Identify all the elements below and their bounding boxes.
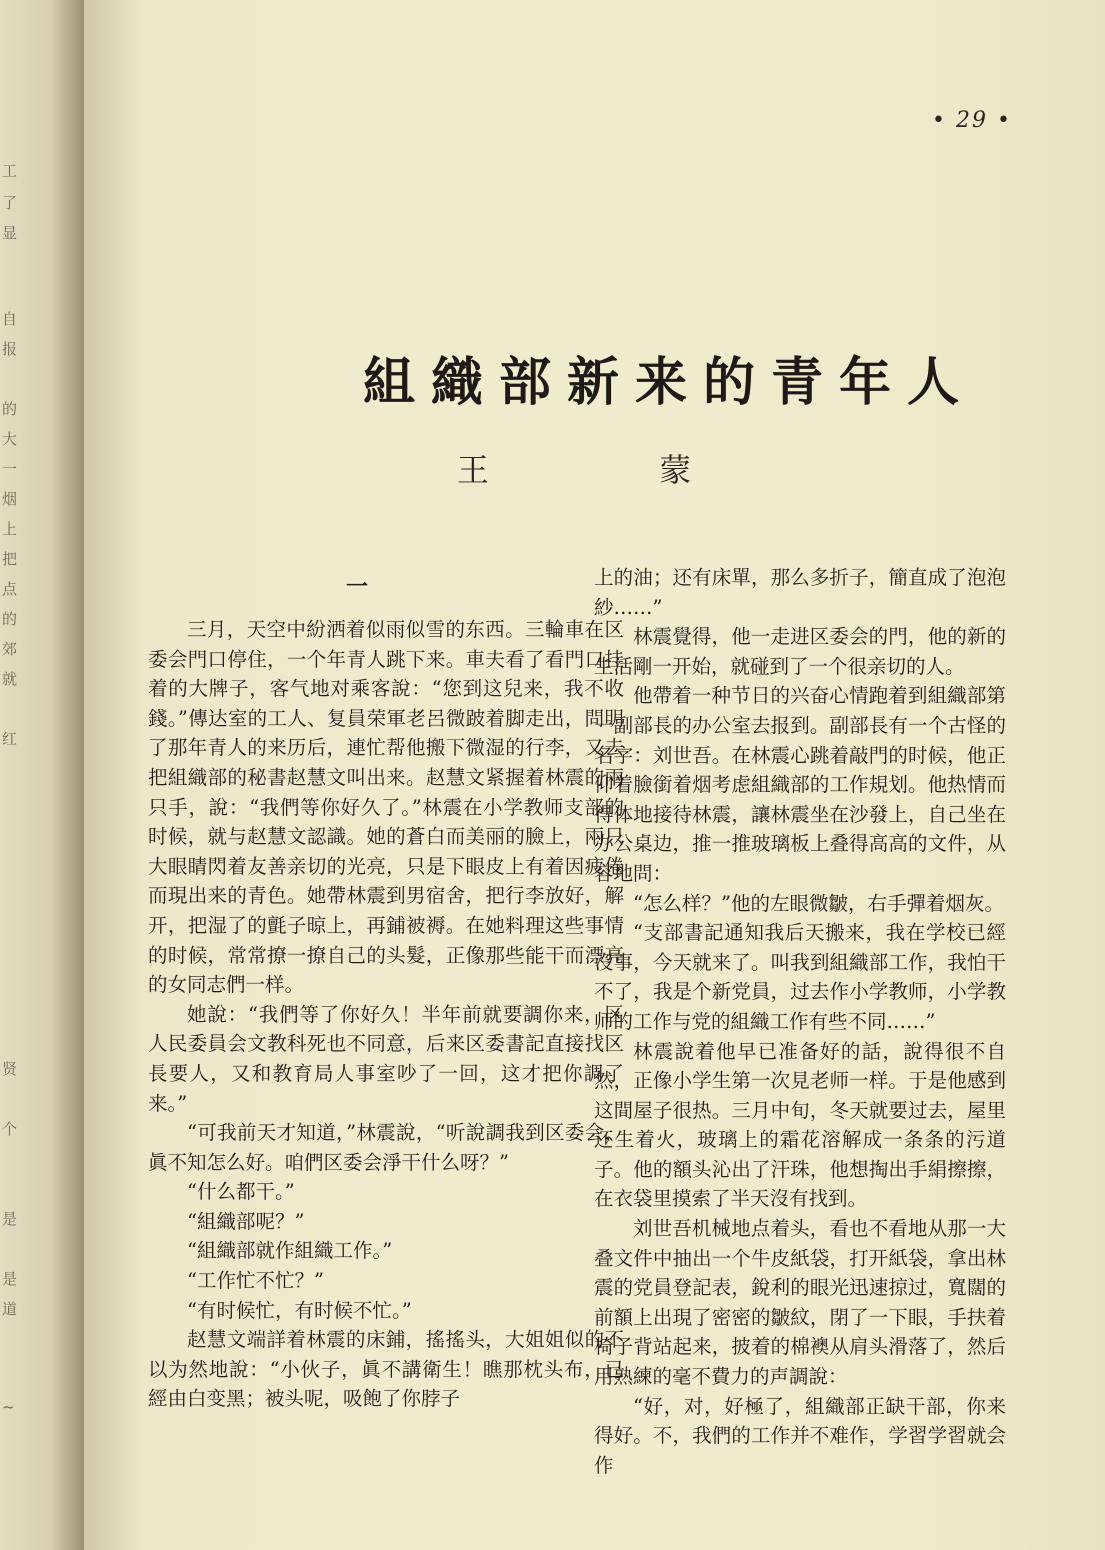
article-title: 組織部新来的青年人 bbox=[362, 352, 975, 413]
margin-char: 大 bbox=[2, 430, 18, 448]
paragraph: “可我前天才知道，”林震說，“听說調我到区委会，眞不知怎么好。咱們区委会淨干什么呀？” bbox=[148, 1121, 624, 1174]
margin-char: 个 bbox=[2, 1120, 18, 1138]
margin-char: 的 bbox=[2, 400, 18, 418]
paragraph: “組織部就作組織工作。” bbox=[187, 1239, 393, 1263]
margin-char: 道 bbox=[2, 1300, 18, 1318]
margin-char: 红 bbox=[2, 730, 18, 748]
page-number: • 29 • bbox=[932, 108, 1012, 133]
paragraph: “組織部呢？” bbox=[187, 1209, 305, 1233]
paragraph: 上的油；还有床單，那么多折子，簡直成了泡泡紗……” bbox=[594, 566, 1006, 619]
margin-char: 的 bbox=[2, 610, 18, 628]
margin-char: 郊 bbox=[2, 640, 18, 658]
paragraph: 林震說着他早已准备好的話，說得很不自然，正像小学生第一次見老师一样。于是他感到这間屋子很热。三月中旬，冬天就要过去，屋里还生着火，玻璃上的霜花溶解成一条条的污道子。他的額头沁出了汗珠，他想掏出手絹擦擦，在衣袋里摸索了半天沒有找到。 bbox=[594, 1039, 1006, 1211]
paragraph: “好，对，好極了，組織部正缺干部，你来得好。不，我們的工作并不难作，学習学習就会作 bbox=[594, 1394, 1006, 1477]
margin-char: 工 bbox=[2, 162, 18, 180]
margin-char: 烟 bbox=[2, 490, 18, 508]
paragraph: 他帶着一种节日的兴奋心情跑着到組織部第一副部長的办公室去报到。副部長有一个古怪的名字：刘世吾。在林震心跳着敲門的时候，他正仰着臉銜着烟考虑組織部的工作規划。他热情而得体地接待林震，讓林震坐在沙發上，自己坐在办公桌边，推一推玻璃板上叠得高高的文件，从容地問： bbox=[594, 684, 1006, 885]
paragraph: 她說：“我們等了你好久！半年前就要調你来，区人民委員会文教科死也不同意，后来区委書記直接找区長要人，又和教育局人事室吵了一回，这才把你調了来。” bbox=[148, 1002, 624, 1115]
margin-char: 上 bbox=[2, 520, 18, 538]
margin-char: 是 bbox=[2, 1210, 18, 1228]
margin-char: 显 bbox=[2, 224, 18, 242]
margin-char: 就 bbox=[2, 670, 18, 688]
author-name: 王 蒙 bbox=[456, 451, 772, 489]
paragraph: “怎么样？”他的左眼微皺，右手彈着烟灰。 bbox=[633, 891, 1004, 915]
paragraph: 三月，天空中紛洒着似雨似雪的东西。三輪車在区委会門口停住，一个年青人跳下来。車夫看了看門口挂着的大牌子，客气地对乘客說：“您到这兒来，我不收錢。”傳达室的工人、复員荣軍老呂微跛着脚走出，問明了那年青人的来历后，連忙帮他搬下微湿的行李，又去把組織部的秘書赵慧文叫出来。赵慧文紧握着林震的兩只手，說：“我們等你好久了。”林震在小学教师支部的时候，就与赵慧文認識。她的蒼白而美丽的臉上，兩只大眼睛閃着友善亲切的光亮，只是下眼皮上有着因疲倦而現出来的青色。她帶林震到男宿舍，把行李放好，解开，把湿了的氈子晾上，再鋪被褥。在她料理这些事情的时候，常常撩一撩自己的头髮，正像那些能干而漂亮的女同志們一样。 bbox=[148, 618, 624, 997]
margin-char: 是 bbox=[2, 1270, 18, 1288]
right-column bbox=[594, 563, 1006, 1480]
paragraph: 刘世吾机械地点着头，看也不看地从那一大叠文件中抽出一个牛皮紙袋，打开紙袋，拿出林震的党員登記表，銳利的眼光迅速掠过，寬闊的前額上出現了密密的皺紋，閉了一下眼，手扶着椅子背站起来，披着的棉襖从肩头滑落了，然后用熟練的毫不費力的声調說： bbox=[594, 1217, 1006, 1389]
paragraph: 赵慧文端詳着林震的床鋪，搖搖头，大姐姐似的不以为然地說：“小伙子，眞不講衛生！瞧那枕头布，已經由白变黑；被头呢，吸飽了你脖子 bbox=[148, 1328, 624, 1411]
margin-char: 把 bbox=[2, 550, 18, 568]
magazine-page bbox=[84, 0, 1105, 1550]
paragraph: 林震覺得，他一走进区委会的門，他的新的生活剛一开始，就碰到了一个很亲切的人。 bbox=[594, 625, 1006, 678]
previous-page-edge bbox=[0, 0, 84, 1550]
margin-char: 报 bbox=[2, 340, 18, 358]
section-number: 一 bbox=[345, 574, 368, 600]
paragraph: “有时候忙，有时候不忙。” bbox=[187, 1298, 412, 1322]
margin-char: ~ bbox=[2, 1398, 15, 1416]
margin-char: 点 bbox=[2, 580, 18, 598]
paragraph: “什么都干。” bbox=[187, 1180, 295, 1204]
margin-char: 贤 bbox=[2, 1060, 18, 1078]
paragraph: “支部書記通知我后天搬来，我在学校已經沒事，今天就来了。叫我到組織部工作，我怕干不了，我是个新党員，过去作小学教师，小学教师的工作与党的組織工作有些不同……” bbox=[594, 921, 1006, 1033]
margin-char: 了 bbox=[2, 194, 18, 212]
paragraph: “工作忙不忙？” bbox=[187, 1269, 324, 1293]
margin-char: 一 bbox=[2, 460, 18, 478]
margin-char: 自 bbox=[2, 310, 18, 328]
left-column bbox=[148, 615, 624, 1414]
